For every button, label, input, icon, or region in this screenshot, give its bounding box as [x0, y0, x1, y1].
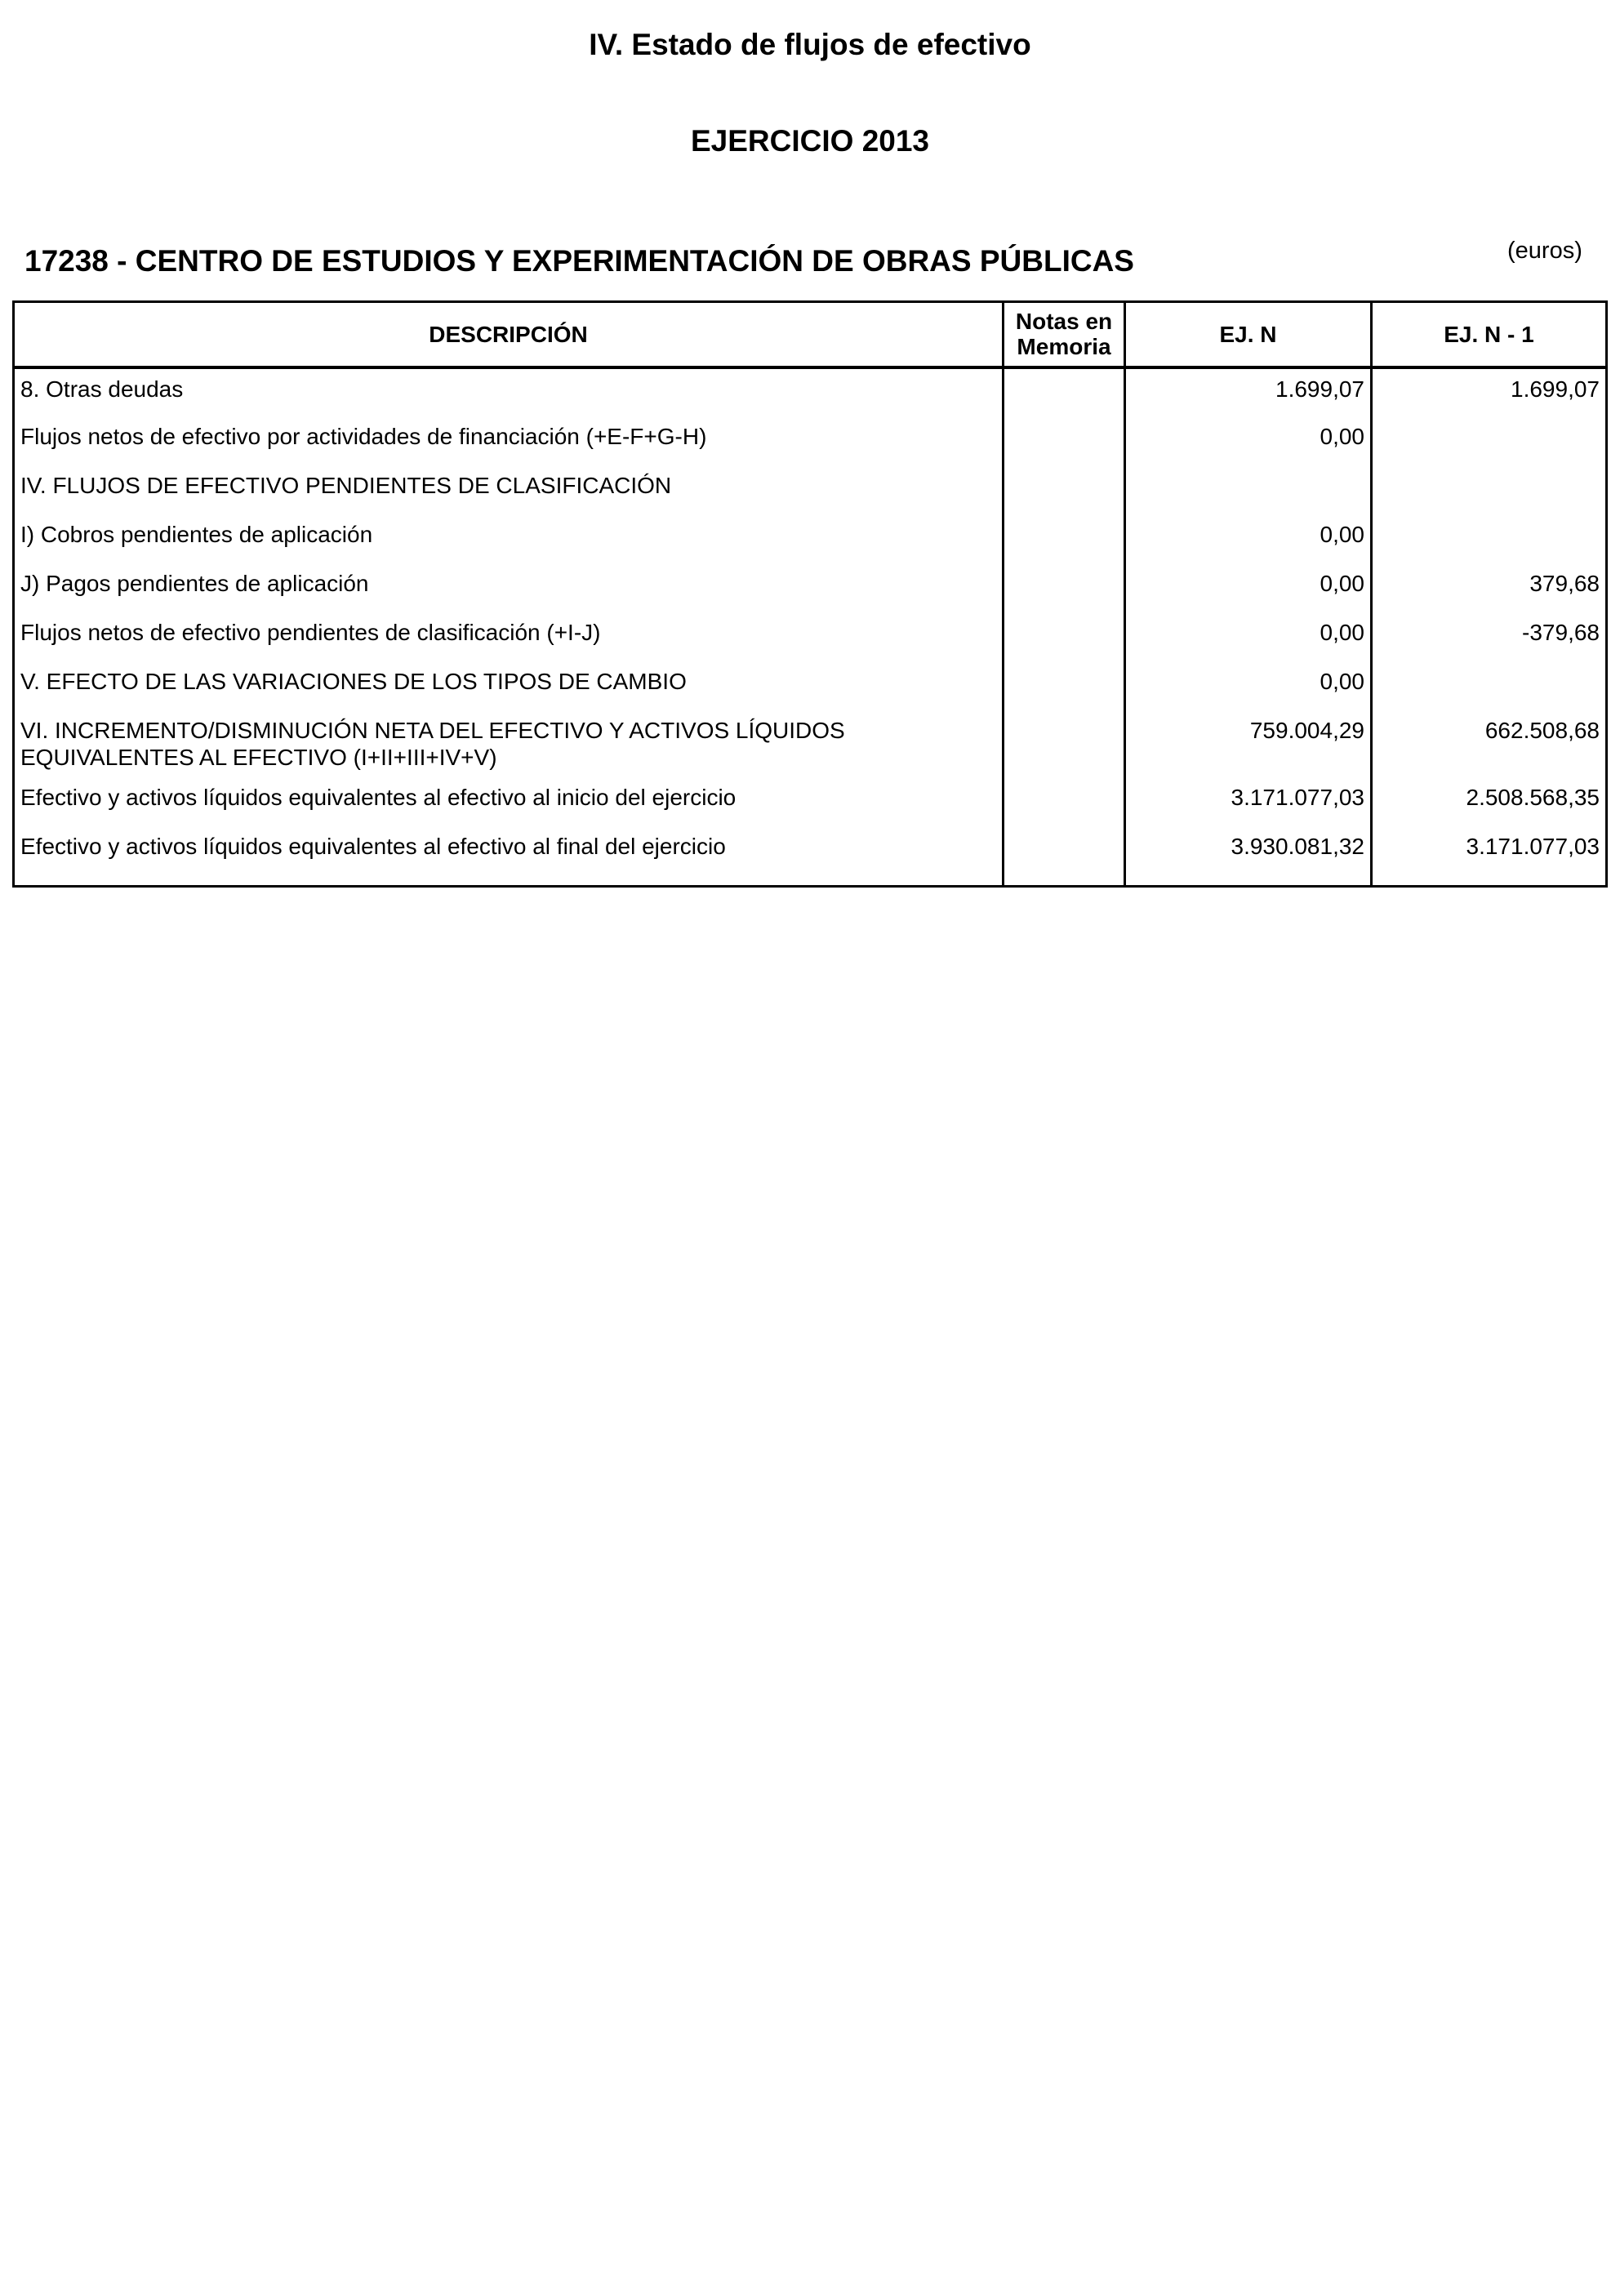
- row-value-year-n1: 379,68: [1372, 563, 1607, 612]
- row-value-year-n: 0,00: [1125, 661, 1372, 710]
- row-value-year-n1: 2.508.568,35: [1372, 777, 1607, 826]
- row-notes: [1004, 661, 1125, 710]
- row-value-year-n: 0,00: [1125, 514, 1372, 563]
- row-notes: [1004, 563, 1125, 612]
- table-row: [14, 777, 1607, 826]
- row-value-year-n: 0,00: [1125, 612, 1372, 661]
- row-notes: [1004, 465, 1125, 514]
- row-value-year-n: 1.699,07: [1125, 367, 1372, 416]
- row-value-year-n: 0,00: [1125, 416, 1372, 465]
- row-value-year-n: 3.171.077,03: [1125, 777, 1372, 826]
- row-description: J) Pagos pendientes de aplicación: [14, 563, 1004, 612]
- table-row: [14, 661, 1607, 710]
- row-value-year-n1: [1372, 465, 1607, 514]
- table-header: [14, 302, 1607, 367]
- header-row: [14, 302, 1607, 367]
- column-header-notes-line2: Memoria: [1017, 334, 1111, 360]
- row-value-year-n1: 662.508,68: [1372, 710, 1607, 777]
- row-description: Efectivo y activos líquidos equivalentes al efectivo al final del ejercicio: [14, 826, 1004, 887]
- column-header-year-n: EJ. N: [1125, 302, 1372, 367]
- table-row: [14, 563, 1607, 612]
- cash-flow-table: [12, 300, 1608, 888]
- row-notes: [1004, 612, 1125, 661]
- column-header-notes-line1: Notas en: [1015, 309, 1113, 335]
- row-notes: [1004, 367, 1125, 416]
- row-description: Flujos netos de efectivo por actividades de financiación (+E-F+G-H): [14, 416, 1004, 465]
- row-value-year-n: [1125, 465, 1372, 514]
- table-row: [14, 416, 1607, 465]
- row-description-line1: VI. INCREMENTO/DISMINUCIÓN NETA DEL EFECTIVO Y ACTIVOS LÍQUIDOS: [20, 717, 845, 743]
- row-value-year-n1: -379,68: [1372, 612, 1607, 661]
- currency-unit-label: (euros): [1507, 238, 1582, 264]
- row-value-year-n1: [1372, 416, 1607, 465]
- column-header-year-n1: EJ. N - 1: [1372, 302, 1607, 367]
- row-description: I) Cobros pendientes de aplicación: [14, 514, 1004, 563]
- column-header-description: DESCRIPCIÓN: [14, 302, 1004, 367]
- table-row: [14, 826, 1607, 887]
- row-description: V. EFECTO DE LAS VARIACIONES DE LOS TIPOS DE CAMBIO: [14, 661, 1004, 710]
- row-description: 8. Otras deudas: [14, 367, 1004, 416]
- row-value-year-n1: [1372, 661, 1607, 710]
- table-row: [14, 514, 1607, 563]
- table-row: [14, 465, 1607, 514]
- row-description: IV. FLUJOS DE EFECTIVO PENDIENTES DE CLASIFICACIÓN: [14, 465, 1004, 514]
- row-value-year-n1: 3.171.077,03: [1372, 826, 1607, 887]
- table-row: [14, 710, 1607, 777]
- entity-heading: 17238 - CENTRO DE ESTUDIOS Y EXPERIMENTACIÓN DE OBRAS PÚBLICAS: [24, 244, 1134, 278]
- row-notes: [1004, 710, 1125, 777]
- row-value-year-n1: [1372, 514, 1607, 563]
- row-notes: [1004, 514, 1125, 563]
- row-value-year-n: 3.930.081,32: [1125, 826, 1372, 887]
- fiscal-year-heading: EJERCICIO 2013: [690, 124, 930, 158]
- column-header-notes: [1004, 302, 1125, 367]
- row-description: Flujos netos de efectivo pendientes de clasificación (+I-J): [14, 612, 1004, 661]
- row-description: [14, 710, 1004, 777]
- row-description-line2: EQUIVALENTES AL EFECTIVO (I+II+III+IV+V): [20, 744, 497, 770]
- table-body: [14, 367, 1607, 887]
- report-title: IV. Estado de flujos de efectivo: [589, 28, 1031, 61]
- row-notes: [1004, 416, 1125, 465]
- row-value-year-n: 759.004,29: [1125, 710, 1372, 777]
- table-row: [14, 367, 1607, 416]
- row-notes: [1004, 826, 1125, 887]
- row-description: Efectivo y activos líquidos equivalentes al efectivo al inicio del ejercicio: [14, 777, 1004, 826]
- row-value-year-n1: 1.699,07: [1372, 367, 1607, 416]
- row-value-year-n: 0,00: [1125, 563, 1372, 612]
- row-notes: [1004, 777, 1125, 826]
- table-row: [14, 612, 1607, 661]
